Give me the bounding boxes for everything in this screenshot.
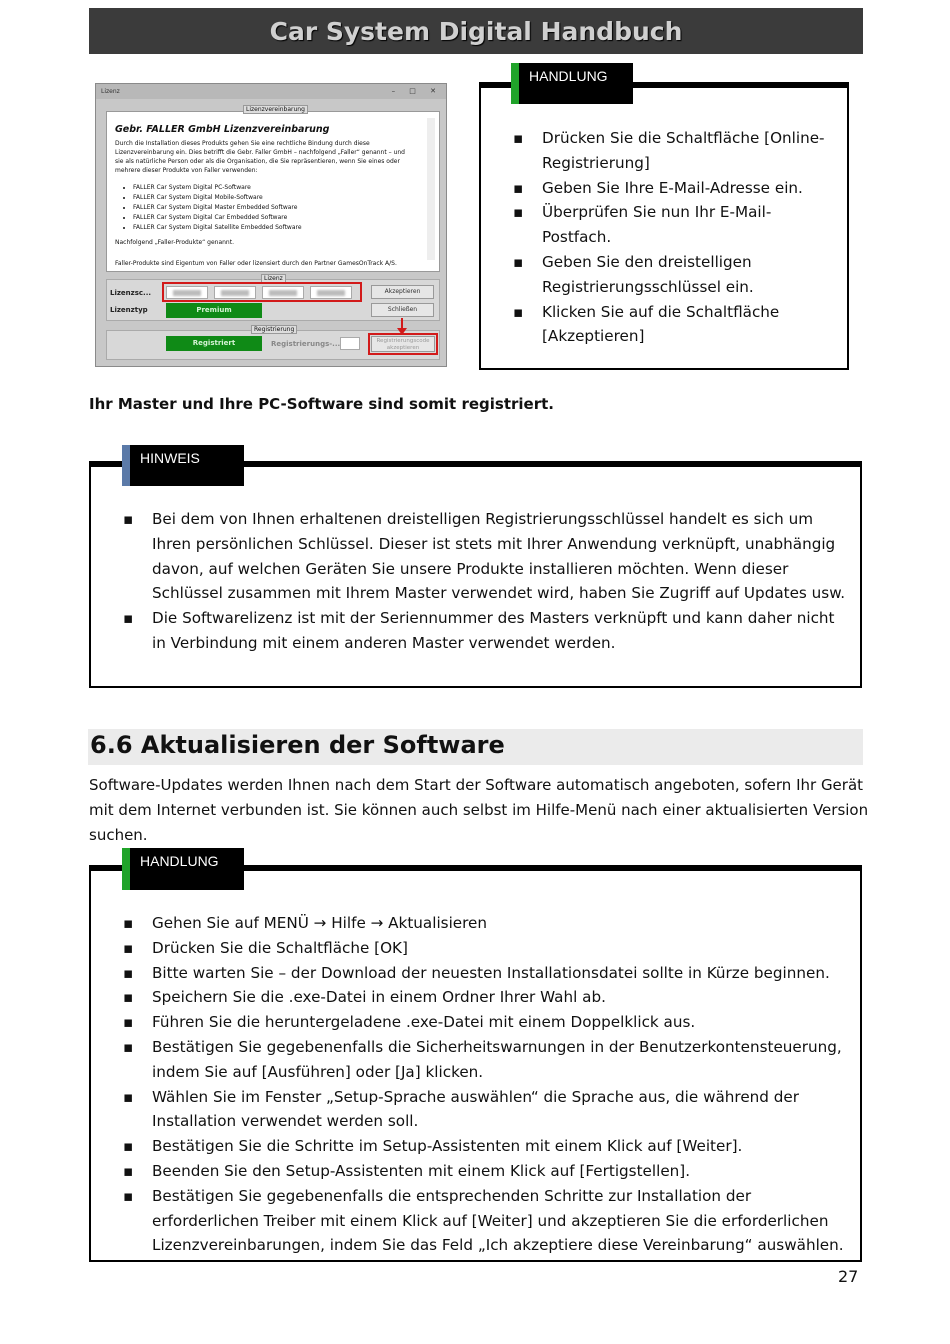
hint-tag: HINWEIS	[122, 445, 244, 486]
action-tag: HANDLUNG	[511, 63, 633, 104]
list-item: ▪ Führen Sie die heruntergeladene .exe-Datei mit einem Doppelklick aus.	[123, 1010, 858, 1035]
action-list	[123, 911, 858, 1258]
section-paragraph: Software-Updates werden Ihnen nach dem Start der Software automatisch angeboten, sofern Ihr Gerät mit dem Internet verbunden ist. Sie können auch selbst im Hilfe-Menü nach einer aktualisierten Version suchen.	[89, 776, 869, 844]
license-window-screenshot	[95, 83, 447, 367]
list-item: ▪ Bestätigen Sie die Schritte im Setup-Assistenten mit einem Klick auf [Weiter].	[123, 1134, 858, 1159]
reg-code-field[interactable]	[340, 337, 360, 350]
hint-box	[89, 461, 862, 688]
section-heading: 6.6 Aktualisieren der Software	[90, 731, 505, 759]
list-item: • FALLER Car System Digital Satellite Embedded Software	[133, 223, 302, 233]
arrow-down-icon	[396, 318, 408, 336]
list-item: • FALLER Car System Digital Mobile-Software	[133, 193, 302, 203]
lizenztyp-value: Premium	[166, 303, 262, 318]
license-after: Nachfolgend „Faller-Produkte“ genannt.	[115, 239, 234, 246]
button-label-line: Registrierungscode	[376, 338, 430, 344]
scrollbar[interactable]	[427, 118, 435, 260]
window-title: Lizenz	[101, 88, 120, 95]
list-item: ▪ Beenden Sie den Setup-Assistenten mit einem Klick auf [Fertigstellen].	[123, 1159, 858, 1184]
license-legend: Lizenzvereinbarung	[243, 105, 308, 114]
list-item: ▪ Bitte warten Sie – der Download der neuesten Installationsdatei sollte in Kürze beginnen.	[123, 961, 858, 986]
document-header	[89, 8, 863, 54]
list-item: • FALLER Car System Digital PC-Software	[133, 183, 302, 193]
hint-list	[123, 507, 853, 656]
registered-status: Registriert	[166, 336, 262, 351]
key-field[interactable]	[310, 286, 352, 299]
list-item: ▪ Bei dem von Ihnen erhaltenen dreistelligen Registrierungsschlüssel handelt es sich um Ihren persönlichen Schlüssel. Dieser ist stets mit Ihrer Anwendung verknüpft, unabhängig davon, auf welchen Geräten Sie unsere Produkte installieren möchten. Wenn dieser Schlüssel zusammen mit Ihrem Master verwendet wird, haben Sie Zugriff auf Updates usw.	[123, 507, 853, 606]
list-item: ▪ Drücken Sie die Schaltfläche [OK]	[123, 936, 858, 961]
page-number: 27	[838, 1267, 859, 1286]
section-heading-bar	[88, 729, 863, 765]
license-agreement-panel	[106, 111, 440, 272]
accept-button[interactable]: Akzeptieren	[371, 285, 434, 299]
list-item: ▪ Gehen Sie auf MENÜ → Hilfe → Aktualisieren	[123, 911, 858, 936]
list-item: ▪ Wählen Sie im Fenster „Setup-Sprache auswählen“ die Sprache aus, die während der Installation verwendet werden soll.	[123, 1085, 858, 1135]
action-list	[513, 126, 833, 349]
button-label-line: akzeptieren	[386, 345, 420, 351]
list-item: ▪ Drücken Sie die Schaltfläche [Online-Registrierung]	[513, 126, 833, 176]
lizenztyp-label: Lizenztyp	[110, 306, 148, 314]
document-title: Car System Digital Handbuch	[269, 16, 683, 46]
license-owner: Faller-Produkte sind Eigentum von Faller oder lizensiert durch den Partner GamesOnTrack A/S.	[115, 260, 397, 267]
lizenz-legend: Lizenz	[261, 274, 286, 283]
window-titlebar	[96, 84, 446, 99]
key-field[interactable]	[214, 286, 256, 299]
registrierung-legend: Registrierung	[251, 325, 297, 334]
license-intro: Durch die Installation dieses Produkts gehen Sie eine rechtliche Bindung durch diese Lizenzvereinbarung ein. Dies betrifft die Gebr. Faller GmbH – nachfolgend „Faller“ genannt – und sie als natürliche Person oder als die Organisation, die Sie repräsentieren, wenn Sie eines oder mehrere dieser Produkte von Faller verwenden:	[115, 140, 405, 174]
list-item: • FALLER Car System Digital Car Embedded Software	[133, 213, 302, 223]
registered-note: Ihr Master und Ihre PC-Software sind somit registriert.	[89, 395, 554, 413]
list-item: ▪ Überprüfen Sie nun Ihr E-Mail-Postfach.	[513, 200, 833, 250]
key-field[interactable]	[262, 286, 304, 299]
accept-reg-code-button[interactable]	[371, 336, 435, 352]
list-item: ▪ Die Softwarelizenz ist mit der Seriennummer des Masters verknüpft und kann daher nicht in Verbindung mit einem anderen Master verwendet werden.	[123, 606, 853, 656]
list-item: ▪ Geben Sie den dreistelligen Registrierungsschlüssel ein.	[513, 250, 833, 300]
list-item: ▪ Speichern Sie die .exe-Datei in einem Ordner Ihrer Wahl ab.	[123, 985, 858, 1010]
list-item: ▪ Geben Sie Ihre E-Mail-Adresse ein.	[513, 176, 833, 201]
license-heading: Gebr. FALLER GmbH Lizenzvereinbarung	[115, 124, 330, 135]
list-item: • FALLER Car System Digital Master Embedded Software	[133, 203, 302, 213]
list-item: ▪ Bestätigen Sie gegebenenfalls die Sicherheitswarnungen in der Benutzerkontensteuerung, indem Sie auf [Ausführen] oder [Ja] klicken.	[123, 1035, 858, 1085]
window-controls: – □ ✕	[391, 87, 442, 95]
list-item: ▪ Bestätigen Sie gegebenenfalls die entsprechenden Schritte zur Installation der erforderlichen Treiber mit einem Klick auf [Weiter] und akzeptieren Sie die erforderlichen Lizenzvereinbarungen, indem Sie das Feld „Ich akzeptiere diese Vereinbarung“ auswählen.	[123, 1184, 858, 1258]
action-box-update	[89, 865, 862, 1262]
lizenz-label: Lizenzsc...	[110, 289, 152, 297]
license-product-list	[123, 183, 302, 233]
action-tag: HANDLUNG	[122, 848, 244, 890]
key-field[interactable]	[166, 286, 208, 299]
list-item: ▪ Klicken Sie auf die Schaltfläche [Akzeptieren]	[513, 300, 833, 350]
reg-label: Registrierungs-...	[271, 340, 341, 348]
close-button[interactable]: Schließen	[371, 303, 434, 317]
action-box-registration	[479, 82, 849, 370]
